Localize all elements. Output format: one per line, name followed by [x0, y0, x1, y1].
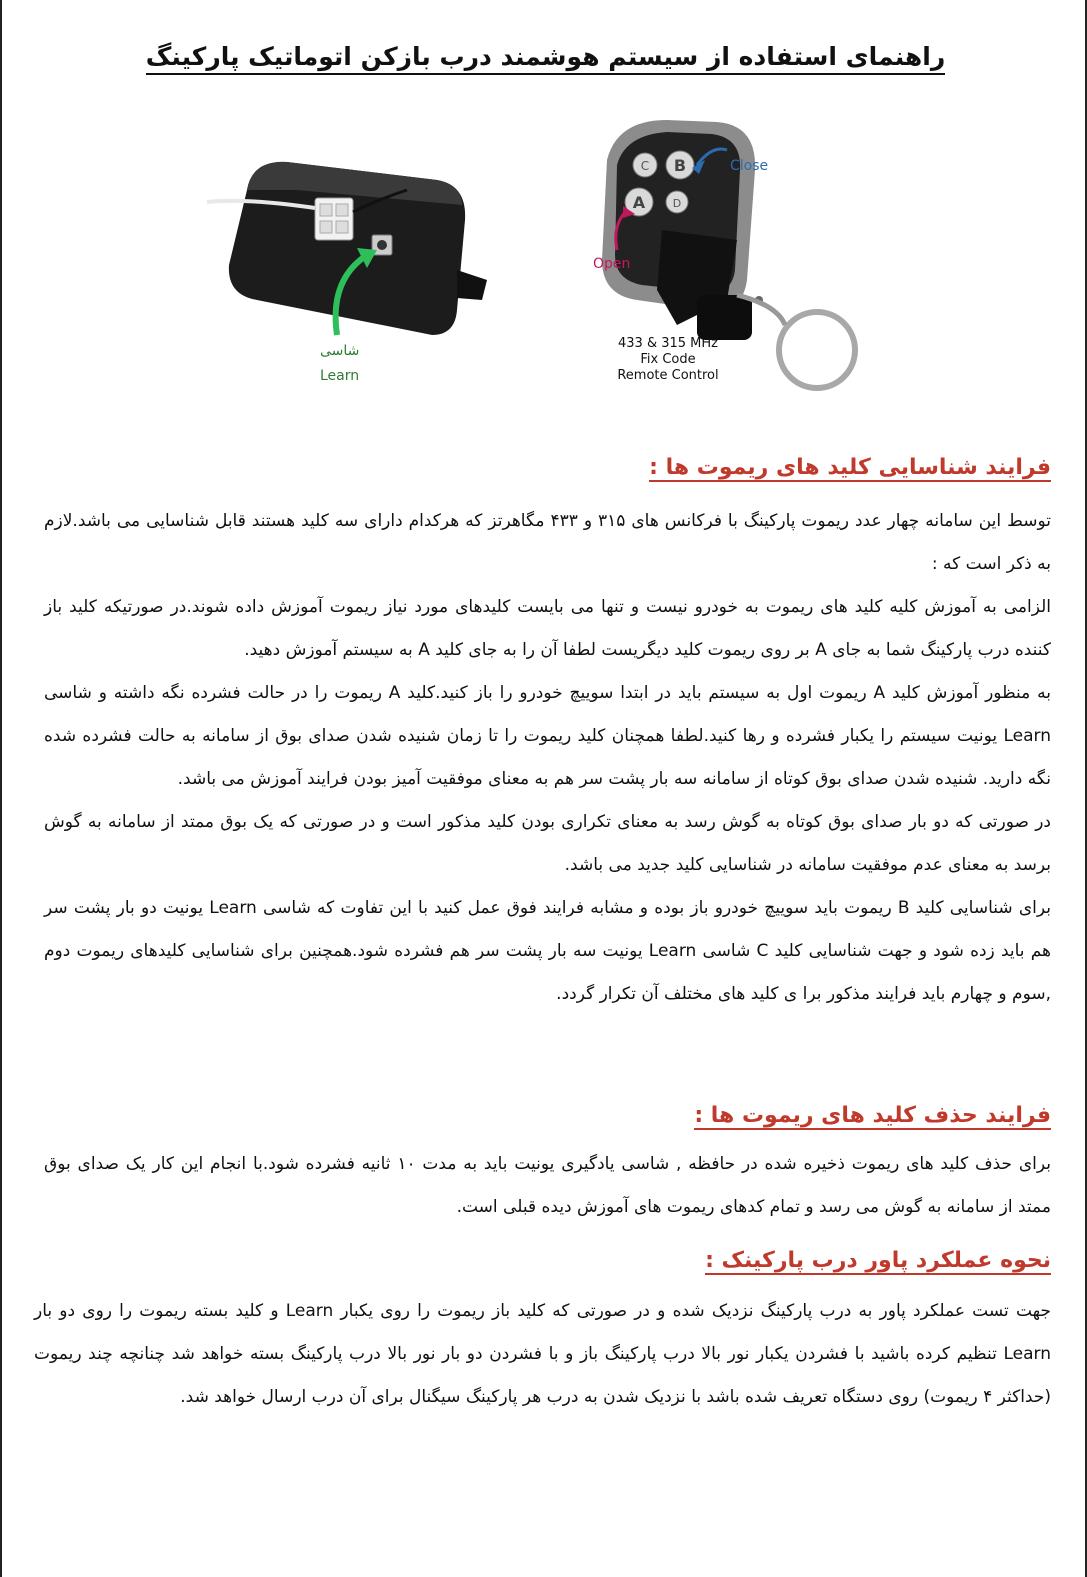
button-c-letter: C — [640, 159, 650, 173]
paragraph: جهت تست عملکرد پاور به درب پارکینگ نزدیک شده و در صورتی که کلید باز ریموت را روی یکبار Learn و کلید بسته ریموت را روی دو بار Learn تنظیم کرده باشید با فشردن یکبار نور بالا درب پارکینگ باز و با فشردن دو بار نور بالا درب پارکینگ بسته خواهد شد چنانچه چند ریموت (حداکثر ۴ ریموت) روی دستگاه تعریف شده باشد با نزدیک شدن به درب هر پارکینگ سیگنال برای آن درب ارسال خواهد شد. — [34, 1301, 1051, 1407]
remote-spec-caption — [598, 336, 738, 384]
button-b-letter: B — [673, 156, 687, 175]
paragraph: الزامی به آموزش کلیه کلید های ریموت به خودرو نیست و تنها می بایست کلیدهای مورد نیاز ریموت آموزش داده شوند.در صورتیکه کلید باز کننده درب پارکینگ شما به جای A بر روی ریموت کلید دیگریست لطفا آن را به جای کلید A به سیستم آموزش دهید. — [44, 597, 1051, 660]
section-body-power-operation — [34, 1290, 1051, 1419]
button-a-letter: A — [632, 193, 646, 212]
section-body-key-delete — [44, 1143, 1051, 1229]
remote-spec-line: 433 & 315 MHz — [618, 336, 718, 351]
close-caption: Close — [730, 158, 769, 174]
remote-spec-line: Fix Code — [640, 352, 696, 367]
section-heading-key-learning: فرایند شناسایی کلید های ریموت ها : — [649, 455, 1051, 480]
paragraph: برای حذف کلید های ریموت ذخیره شده در حافظه , شاسی یادگیری یونیت باید به مدت ۱۰ ثانیه فشرده شود.با انجام این کار یک صدای بوق ممتد از سامانه به گوش می رسد و تمام کدهای ریموت های آموزش دیده قبلی است. — [44, 1154, 1051, 1217]
receiver-unit-image — [207, 150, 497, 400]
open-caption: Open — [593, 256, 631, 272]
button-d-letter: D — [672, 197, 682, 210]
section-body-key-learning — [44, 500, 1051, 1016]
remote-spec-line: Remote Control — [617, 368, 719, 383]
section-heading-power-operation: نحوه عملکرد پاور درب پارکینک : — [705, 1248, 1051, 1273]
paragraph: برای شناسایی کلید B ریموت باید سوییچ خودرو باز بوده و مشابه فرایند فوق عمل کنید با این تفاوت که شاسی Learn یونیت دو بار پشت سر هم باید زده شود و جهت شناسایی کلید C شاسی Learn یونیت سه بار پشت سر هم فشرده شود.همچنین برای شناسایی کلیدهای ریموت دوم ,سوم و چهارم باید فرایند مذکور برا ی کلید های مختلف آن تکرار گردد. — [44, 898, 1052, 1004]
paragraph: توسط این سامانه چهار عدد ریموت پارکینگ با فرکانس های ۳۱۵ و ۴۳۳ مگاهرتز که هرکدام دارای سه کلید هستند قابل شناسایی می باشد.لازم به ذکر است که : — [44, 511, 1051, 574]
section-heading-key-delete: فرایند حذف کلید های ریموت ها : — [694, 1103, 1051, 1128]
page-title: راهنمای استفاده از سیستم هوشمند درب بازکن اتوماتیک پارکینگ — [2, 42, 1087, 71]
learn-button-caption-fa: شاسی — [320, 343, 360, 359]
paragraph: در صورتی که دو بار صدای بوق کوتاه به گوش رسد به معنای تکراری بودن کلید مذکور است و در صورتی که یک بوق ممتد از سامانه به گوش برسد به معنای عدم موفقیت سامانه در شناسایی کلید جدید می باشد. — [44, 812, 1051, 875]
paragraph: به منظور آموزش کلید A ریموت اول به سیستم باید در ابتدا سوییچ خودرو را باز کنید.کلید A ریموت را در حالت فشرده نگه داشته و شاسی Learn یونیت سیستم را یکبار فشرده و رها کنید.لطفا همچنان کلید ریموت را تا زمان شنیده شدن صدای بوق از سامانه به حالت فشرده شده نگه دارید. شنیده شدن صدای بوق کوتاه از سامانه سه بار پشت سر هم به معنای موفقیت آمیز بودن فرایند آموزش می باشد. — [44, 683, 1051, 789]
learn-button-caption: Learn — [320, 368, 360, 384]
